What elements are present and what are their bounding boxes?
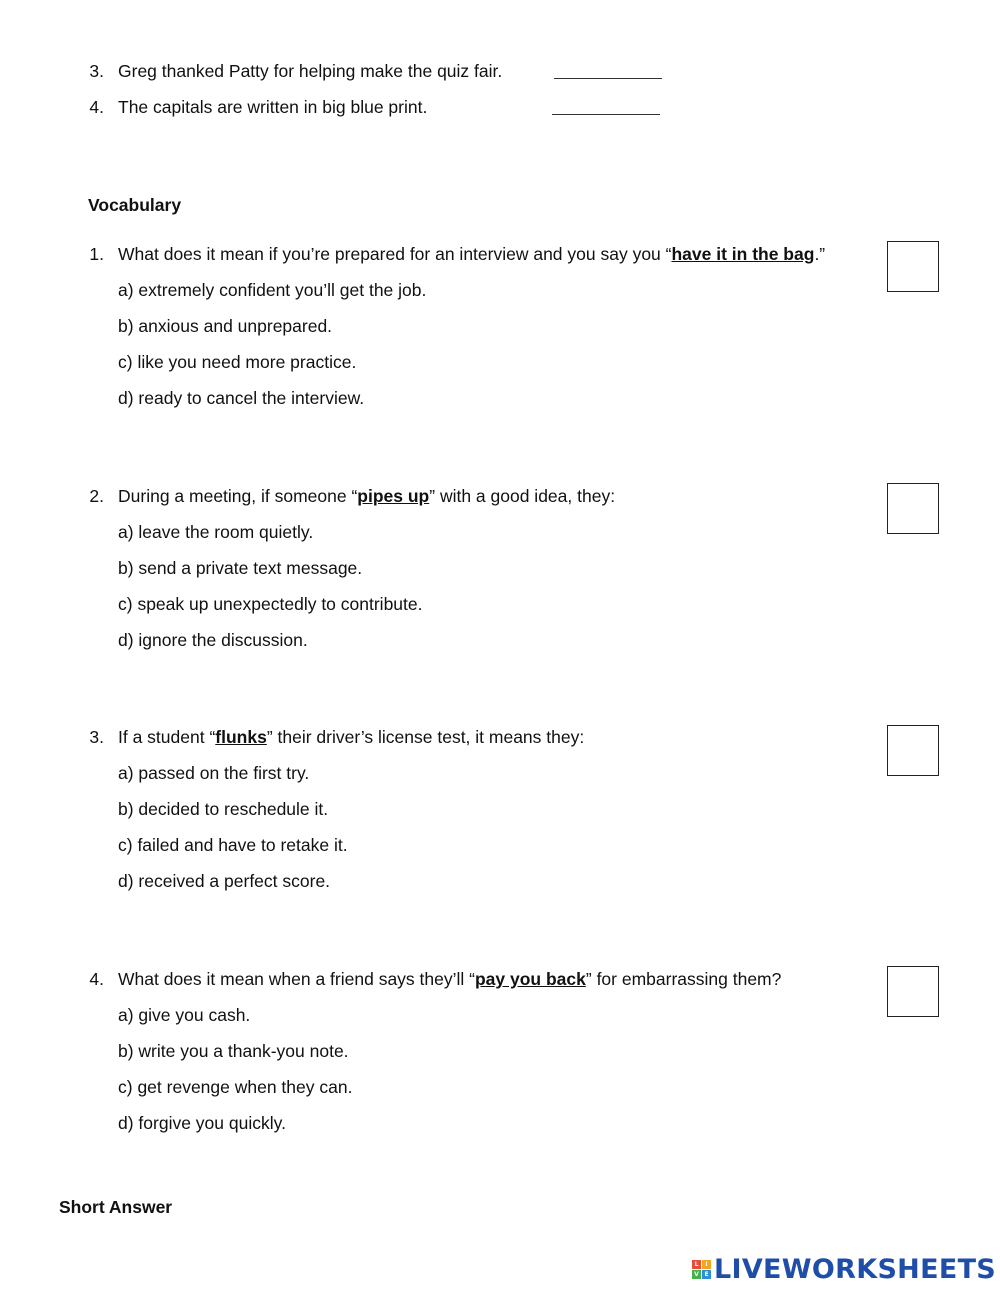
idiom-term: have it in the bag (671, 244, 815, 264)
option-b: b) decided to reschedule it. (118, 799, 329, 819)
liveworksheets-logo (692, 1252, 996, 1286)
option-d: d) received a perfect score. (118, 871, 331, 891)
item-text: The capitals are written in big blue print. (118, 97, 428, 117)
option-a: a) extremely confident you’ll get the job. (118, 280, 427, 300)
question-number: 2. (89, 486, 104, 506)
question-text (118, 486, 615, 507)
item-text: Greg thanked Patty for helping make the quiz fair. (118, 61, 503, 81)
option-c: c) failed and have to retake it. (118, 835, 348, 855)
answer-blank[interactable] (554, 78, 662, 79)
logo-tile: L (692, 1260, 701, 1269)
item-number: 3. (89, 61, 104, 81)
logo-tile: E (702, 1270, 711, 1279)
option-a: a) passed on the first try. (118, 763, 310, 783)
question-number: 1. (89, 244, 104, 264)
question-prefix: What does it mean if you’re prepared for an interview and you say you “ (118, 244, 672, 264)
idiom-term: flunks (215, 727, 267, 747)
option-d: d) ready to cancel the interview. (118, 388, 365, 408)
question-prefix: If a student “ (118, 727, 216, 747)
question-text (118, 244, 825, 265)
question-prefix: During a meeting, if someone “ (118, 486, 358, 506)
answer-box[interactable] (887, 483, 939, 534)
logo-tile: I (702, 1260, 711, 1269)
answer-box[interactable] (887, 966, 939, 1017)
option-c: c) speak up unexpectedly to contribute. (118, 594, 423, 614)
option-b: b) write you a thank-you note. (118, 1041, 349, 1061)
question-number: 4. (89, 969, 104, 989)
answer-blank[interactable] (552, 114, 660, 115)
question-suffix: ” for embarrassing them? (585, 969, 782, 989)
option-a: a) leave the room quietly. (118, 522, 314, 542)
question-prefix: What does it mean when a friend says they’ll “ (118, 969, 475, 989)
question-suffix: .” (814, 244, 826, 264)
option-d: d) ignore the discussion. (118, 630, 308, 650)
logo-tile: V (692, 1270, 701, 1279)
vocabulary-heading: Vocabulary (88, 195, 182, 215)
item-number: 4. (89, 97, 104, 117)
option-a: a) give you cash. (118, 1005, 251, 1025)
question-suffix: ” their driver’s license test, it means they: (266, 727, 585, 747)
option-c: c) like you need more practice. (118, 352, 357, 372)
option-b: b) anxious and unprepared. (118, 316, 333, 336)
option-b: b) send a private text message. (118, 558, 363, 578)
question-suffix: ” with a good idea, they: (429, 486, 616, 506)
question-number: 3. (89, 727, 104, 747)
option-d: d) forgive you quickly. (118, 1113, 286, 1133)
logo-text: LIVEWORKSHEETS (714, 1253, 997, 1285)
idiom-term: pay you back (474, 969, 586, 989)
answer-box[interactable] (887, 725, 939, 776)
idiom-term: pipes up (357, 486, 430, 506)
logo-icon (692, 1260, 711, 1279)
answer-box[interactable] (887, 241, 939, 292)
option-c: c) get revenge when they can. (118, 1077, 353, 1097)
short-answer-heading: Short Answer (59, 1197, 173, 1217)
question-text (118, 969, 781, 990)
question-text (118, 727, 584, 748)
